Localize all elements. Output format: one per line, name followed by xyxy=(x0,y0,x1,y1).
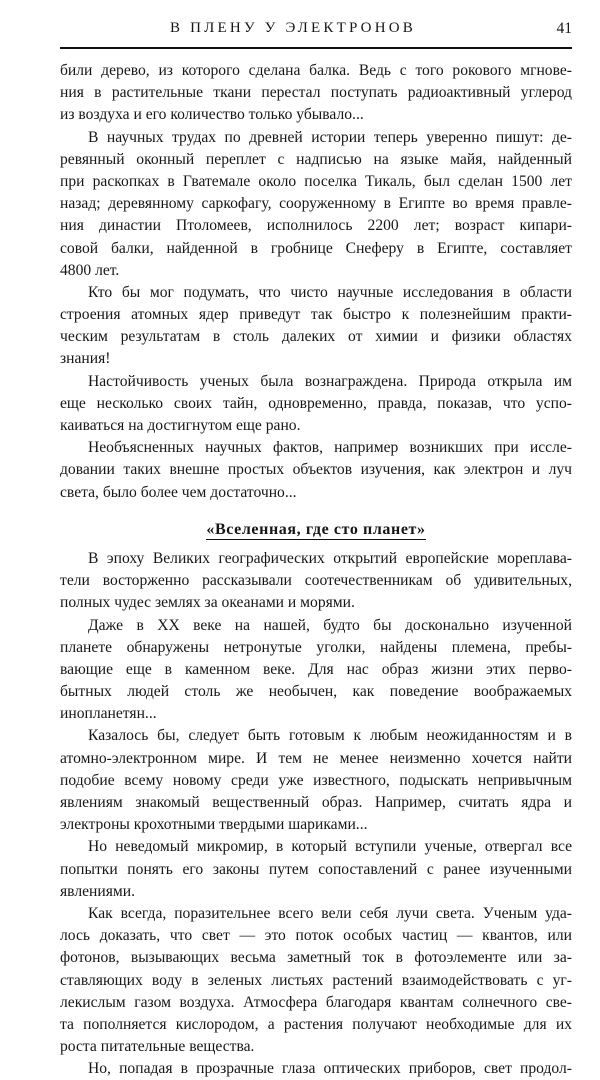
text-line: Казалось бы, следует быть готовым к любым неожиданностям и в xyxy=(88,727,572,745)
header-rule xyxy=(60,47,572,49)
text-line: ния в растительные ткани перестал поступать радиоактивный углерод xyxy=(60,84,572,102)
text-line: лось доказать, что свет — это поток особых частиц — квантов, или xyxy=(60,927,572,945)
text-line: электроны крохотными твердыми шариками... xyxy=(60,816,368,834)
text-line: полных чудес землях за океанами и морями. xyxy=(60,594,355,612)
text-line: ставляющих воду в зеленых листьях растений взаимодействовать с уг- xyxy=(60,971,572,989)
text-line: назад; деревянному саркофагу, сооруженному в Египте во время правле- xyxy=(60,195,572,213)
text-line: довании таких внешне простых объектов изучения, как электрон и луч xyxy=(60,461,572,479)
text-line: ческим результатам в столь далеких от химии и физики областях xyxy=(60,328,572,346)
page-number: 41 xyxy=(556,20,572,37)
section-heading xyxy=(60,519,572,541)
text-line: Даже в XX веке на нашей, будто бы досконально изученной xyxy=(88,616,572,634)
text-line: вающие еще в каменном веке. Для нас образ жизни этих перво- xyxy=(60,660,572,678)
text-line: атомно-электронном мире. И тем не менее неизменно хочется найти xyxy=(60,749,572,767)
body-text xyxy=(60,60,572,1080)
text-line: Но неведомый микромир, в который вступили ученые, отвергал все xyxy=(88,838,572,856)
text-line: Настойчивость ученых была вознаграждена. Природа открыла им xyxy=(88,372,572,390)
text-line: бытных людей столь же необычен, как поведение воображаемых xyxy=(60,683,572,701)
text-line: ревянный оконный переплет с надписью на языке майя, найденный xyxy=(60,150,572,168)
section-heading-text: «Вселенная, где сто планет» xyxy=(206,520,426,538)
text-line: из воздуха и его количество только убывало... xyxy=(60,106,364,124)
text-line: лекислым газом воздуха. Атмосфера благодаря квантам солнечного све- xyxy=(60,993,572,1011)
text-line: попытки понять его законы путем сопоставлений с ранее изученными xyxy=(60,860,572,878)
text-line: света, было более чем достаточно... xyxy=(60,483,297,501)
text-line: еще несколько своих тайн, одновременно, правда, показав, что успо- xyxy=(60,394,572,412)
text-line: Кто бы мог подумать, что чисто научные исследования в области xyxy=(88,283,572,301)
text-line: Как всегда, поразительнее всего вели себя лучи света. Ученым уда- xyxy=(88,904,572,922)
text-line: тели восторженно рассказывали соотечественникам об удивительных, xyxy=(60,572,572,590)
text-line: при раскопках в Гватемале около поселка Тикаль, был сделан 1500 лет xyxy=(60,172,572,190)
text-line: фотонов, вызывающих весьма заметный ток в фотоэлементе или за- xyxy=(60,949,572,967)
text-line: ния династии Птоломеев, исполнилось 2200 лет; возраст кипари- xyxy=(60,217,572,235)
text-line: В эпоху Великих географических открытий европейские мореплава- xyxy=(88,549,572,567)
text-line: та пополняется кислородом, а растения получают необходимые для их xyxy=(60,1015,572,1033)
text-line: инопланетян... xyxy=(60,705,157,723)
text-line: роста питательные вещества. xyxy=(60,1038,255,1056)
text-line: 4800 лет. xyxy=(60,261,120,279)
text-line: совой балки, найденной в гробнице Снеферу в Египте, составляет xyxy=(60,239,572,257)
text-line: Необъясненных научных фактов, например возникших при иссле- xyxy=(88,439,572,457)
text-line: били дерево, из которого сделана балка. Ведь с того рокового мгнове- xyxy=(60,62,572,79)
text-line: знания! xyxy=(60,350,111,368)
text-line: строения атомных ядер приведут так быстро к полезнейшим практи- xyxy=(60,306,572,324)
text-line: явлениям знакомый вещественный образ. Например, считать ядра и xyxy=(60,794,572,811)
text-line: каиваться на достигнутом еще рано. xyxy=(60,417,301,434)
text-line: подобие всему новому среди уже известного, подыскать непривычным xyxy=(60,771,572,789)
page-header xyxy=(60,20,572,46)
text-line: Но, попадая в прозрачные глаза оптических приборов, свет продол- xyxy=(88,1060,572,1078)
text-line: В научных трудах по древней истории теперь уверенно пишут: де- xyxy=(88,128,572,146)
text-line: планете обнаружены нетронутые уголки, найдены племена, пребы- xyxy=(60,638,572,656)
running-title: В ПЛЕНУ У ЭЛЕКТРОНОВ xyxy=(170,20,416,36)
text-line: явлениями. xyxy=(60,882,136,900)
